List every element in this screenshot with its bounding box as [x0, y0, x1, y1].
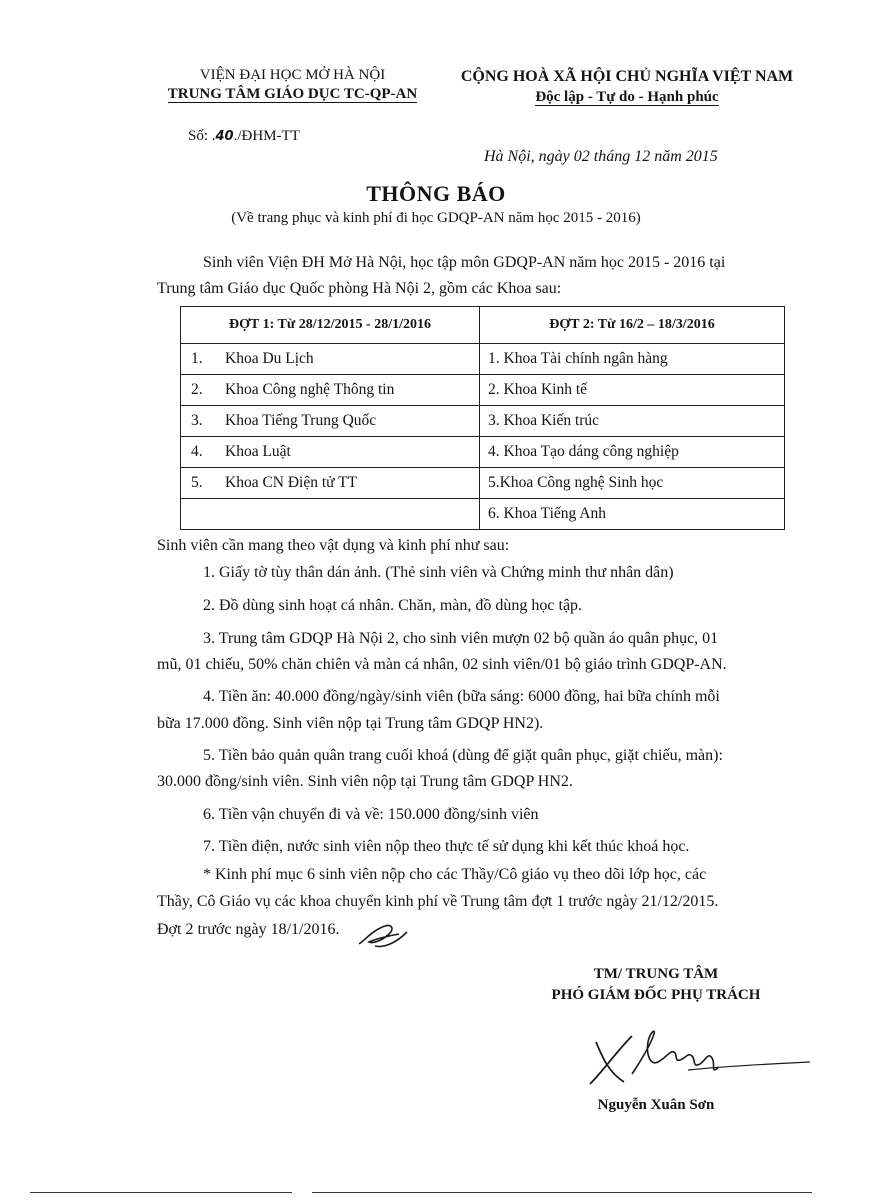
col1-header: ĐỢT 1: Từ 28/12/2015 - 28/1/2016	[181, 307, 480, 344]
table-cell-left	[181, 344, 480, 375]
row-number: 3.	[191, 412, 203, 429]
item-2: 2. Đồ dùng sinh hoạt cá nhân. Chăn, màn, đồ dùng học tập.	[203, 597, 583, 614]
issuing-organization	[160, 66, 425, 104]
table-cell-right: 3. Khoa Kiến trúc	[480, 406, 785, 437]
table-cell-left	[181, 499, 480, 530]
item-6: 6. Tiền vận chuyển đi và về: 150.000 đồng/sinh viên	[203, 806, 539, 823]
item-3-line1: 3. Trung tâm GDQP Hà Nội 2, cho sinh viên mượn 02 bộ quần áo quân phục, 01	[203, 630, 719, 647]
bottom-edge-line-right	[312, 1192, 812, 1193]
item-1: 1. Giấy tờ tùy thân dán ảnh. (Thẻ sinh viên và Chứng minh thư nhân dân)	[203, 564, 674, 581]
nation-line1: CỘNG HOÀ XÃ HỘI CHỦ NGHĨA VIỆT NAM	[460, 68, 794, 85]
table-cell-right: 1. Khoa Tài chính ngân hàng	[480, 344, 785, 375]
item-5-line1: 5. Tiền bảo quản quân trang cuối khoá (dùng để giặt quân phục, giặt chiếu, màn):	[203, 747, 723, 764]
item-4-line1: 4. Tiền ăn: 40.000 đồng/ngày/sinh viên (bữa sáng: 6000 đồng, hai bữa chính mỗi	[203, 688, 720, 705]
table-cell-left	[181, 437, 480, 468]
table-cell-right: 4. Khoa Tạo dáng công nghiệp	[480, 437, 785, 468]
bottom-edge-line-left	[30, 1192, 292, 1193]
row-number: 1.	[191, 350, 203, 367]
item-7: 7. Tiền điện, nước sinh viên nộp theo thực tế sử dụng khi kết thúc khoá học.	[203, 838, 690, 855]
signature-mark	[588, 1022, 813, 1092]
signature-title-1: TM/ TRUNG TÂM	[593, 966, 719, 982]
intro-line1: Sinh viên Viện ĐH Mở Hà Nội, học tập môn GDQP-AN năm học 2015 - 2016 tại	[203, 254, 726, 271]
dept-name: Khoa Du Lịch	[225, 350, 314, 367]
col2-header: ĐỢT 2: Từ 16/2 – 18/3/2016	[480, 307, 785, 344]
table-cell-right: 2. Khoa Kinh tế	[480, 375, 785, 406]
nation-line2-text: Độc lập - Tự do - Hạnh phúc	[535, 89, 719, 105]
national-motto	[437, 66, 817, 108]
date-line: Hà Nội, ngày 02 tháng 12 năm 2015	[484, 148, 718, 165]
dept-name: Khoa Công nghệ Thông tin	[225, 381, 395, 398]
department-table	[180, 306, 785, 530]
signer-name: Nguyễn Xuân Sơn	[597, 1097, 715, 1113]
table-row	[181, 344, 785, 375]
table-cell-left	[181, 468, 480, 499]
table-row	[181, 375, 785, 406]
table-header-row	[181, 307, 785, 344]
org-line1: VIỆN ĐẠI HỌC MỞ HÀ NỘI	[199, 67, 386, 83]
document-subtitle: (Về trang phục và kinh phí đi học GDQP-AN năm học 2015 - 2016)	[231, 210, 641, 226]
note-line2: Thầy, Cô Giáo vụ các khoa chuyển kinh phí về Trung tâm đợt 1 trước ngày 21/12/2015.	[157, 893, 719, 910]
note-line3: Đợt 2 trước ngày 18/1/2016.	[157, 921, 340, 938]
item-5-line2: 30.000 đồng/sinh viên. Sinh viên nộp tại Trung tâm GDQP HN2.	[157, 773, 573, 790]
nation-line2	[437, 87, 817, 108]
table-row	[181, 437, 785, 468]
reference-number	[188, 128, 300, 145]
org-line2	[160, 85, 425, 104]
table-row	[181, 406, 785, 437]
signature-title-2: PHÓ GIÁM ĐỐC PHỤ TRÁCH	[551, 987, 761, 1003]
document-title: THÔNG BÁO	[366, 181, 506, 206]
ref-suffix: ./ĐHM-TT	[233, 128, 300, 144]
org-line2-text: TRUNG TÂM GIÁO DỤC TC-QP-AN	[167, 86, 418, 102]
body-lead: Sinh viên cần mang theo vật dụng và kinh phí như sau:	[157, 537, 510, 554]
intro-line2: Trung tâm Giáo dục Quốc phòng Hà Nội 2, gồm các Khoa sau:	[157, 280, 562, 297]
table-row	[181, 468, 785, 499]
table-cell-left	[181, 406, 480, 437]
table-cell-right: 5.Khoa Công nghệ Sinh học	[480, 468, 785, 499]
ref-number: 40	[215, 129, 234, 144]
initials-mark	[355, 918, 415, 954]
item-3-line2: mũ, 01 chiếu, 50% chăn chiên và màn cá nhân, 02 sinh viên/01 bộ giáo trình GDQP-AN.	[157, 656, 727, 673]
table-cell-right: 6. Khoa Tiếng Anh	[480, 499, 785, 530]
table-cell-left	[181, 375, 480, 406]
item-4-line2: bữa 17.000 đồng. Sinh viên nộp tại Trung tâm GDQP HN2).	[157, 715, 544, 732]
dept-name: Khoa Tiếng Trung Quốc	[225, 412, 377, 429]
row-number: 5.	[191, 474, 203, 491]
note-line1: * Kinh phí mục 6 sinh viên nộp cho các Thầy/Cô giáo vụ theo dõi lớp học, các	[203, 866, 707, 883]
table-row	[181, 499, 785, 530]
dept-name: Khoa Luật	[225, 443, 291, 460]
row-number: 4.	[191, 443, 203, 460]
dept-name: Khoa CN Điện tử TT	[225, 474, 358, 491]
row-number: 2.	[191, 381, 203, 398]
ref-prefix: Số: .	[188, 128, 216, 144]
